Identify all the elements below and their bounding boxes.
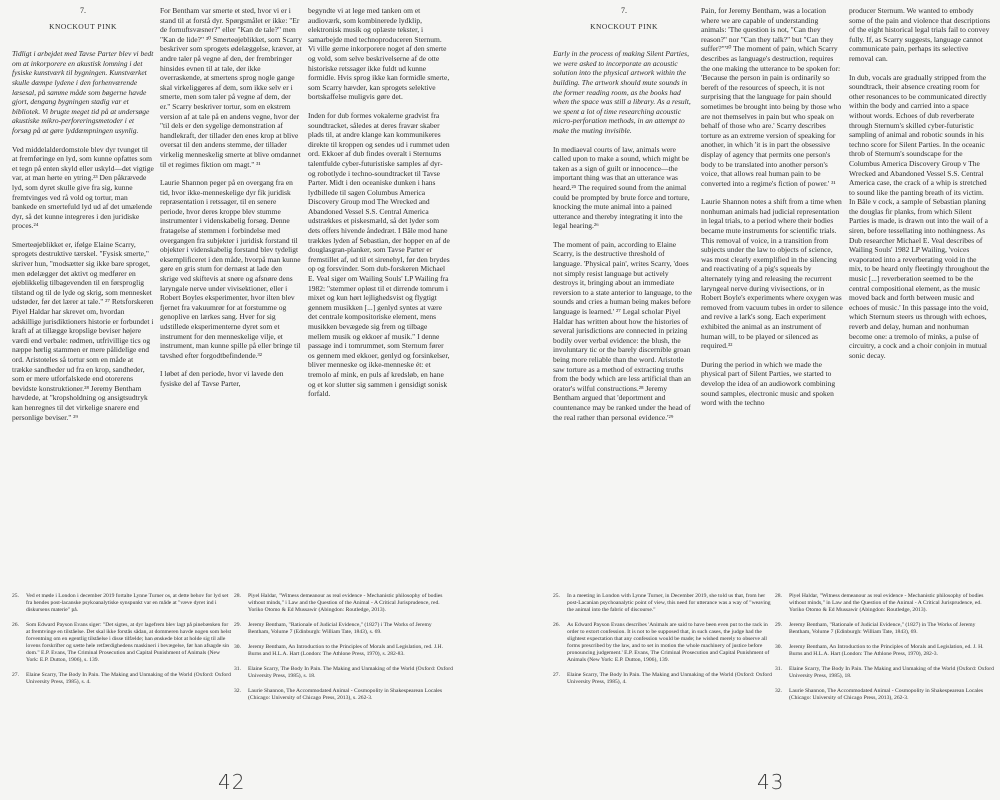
footnote bbox=[12, 672, 232, 686]
footnote-text: Ved et møde i London i december 2019 fortalte Lynne Turner os, at dette behov for lyd set fra hendes post-lacanske psykoanalytiske synspunkt var en måde at "væve dyret ind i diskursens materie" på. bbox=[26, 593, 229, 613]
footnote-number: 30. bbox=[234, 644, 241, 650]
footnote-number: 26. bbox=[12, 622, 19, 628]
body-paragraph: Smerteøjeblikket er, ifølge Elaine Scarry, sprogets destruktive tærskel. "Fysisk smerte," skriver hun, "modsætter sig ikke bare sproget, men ødelægger det aktivt og medfører en øjeblikkelig tilbagevenden til en førsproglig tilstand og til de lyde og skrig, som mennesket udstøder, før det lærer at tale." ²⁷ Retsforskeren Piyel Haldar har skrevet om, hvordan adskillige jurisdiktioners historie er forbundet i kraft af at tillægge kropslige beviser højere værdi end verbale: rødmen, utfrivillige tics og næppe hørlig stammen er mere pålidelige end ord. Aristoteles så tortur som en måde at trække sandheder ud fra en krop, sandheder, som er mere utforfalskede end otorerens bevidste konstruktioner.²⁸ Jeremy Bentham hævdede, at "kropsholdning og ansigtsudtryk kan henregnes til det virkelige snarere end personlige beviser." ²⁹ bbox=[12, 239, 154, 422]
body-paragraph: Laurie Shannon peger på en overgang fra en tid, hvor ikke-menneskelige dyr fik juridisk repræsentation i retssager, til en senere periode, hvor deres kroppe blev stumme instrumenter i videnskabelig forsøg. Denne fratagelse af stemmen i forbindelse med overgangen fra subjekter i juridisk forstand til objekter i videnskabelig forstand blev tydeligt eksemplificeret i den måde, hvorpå man kunne gøre en gris stum for dernæst at lade den skrige ved skiftevis at snøre og afsnøre dens laryngale nerve under vivisektioner, eller i Robert Boyles eksperimenter, hvor ilten blev fjernet fra vakuumrør for at forstumme og genoplive en lærkes sang. Hver for sig udstillede eksperimenterne dyret som et instrument for den menneskelige vilje, et instrument, man kunne spille på eller bringe til tavshed efter forgodtbefindende.³² bbox=[160, 178, 301, 360]
footnote-text: Jeremy Bentham, An Introduction to the Principles of Morals and Legislation, ed. J. H. Burns and H.L.A. Hart (London: The Athlone Press, 1970), 282-3. bbox=[789, 644, 984, 657]
footnote-number: 31. bbox=[775, 666, 782, 672]
footnote-text: Jeremy Bentham, "Rationale of Judicial Evidence," (1827) in The Works of Jeremy Bentham, Volume 7 (Edinburgh: William Tate, 1843), 69. bbox=[789, 622, 976, 635]
footnote-text: Jeremy Bentham, "Rationale of Judicial Evidence," (1827) i The Works of Jeremy Bentham, Volume 7 (Edinburgh: William Tate, 1843), s. 69. bbox=[248, 622, 432, 635]
text-column-1 bbox=[553, 6, 695, 431]
text-column-2 bbox=[701, 6, 843, 417]
footnote-text: Laurie Shannon, The Accommodated Animal - Cosmopolity in Shakespearean Locales (Chicago: University of Chicago Press, 2013), 262-3. bbox=[789, 688, 984, 701]
footnote bbox=[775, 666, 995, 680]
footnote bbox=[553, 593, 773, 614]
footnote-text: Jeremy Bentham, An Introduction to the Principles of Morals and Legislation, red. J.H. Burns and H.L.A. Hart (London: The Athlone Press, 1970), s. 282-83. bbox=[248, 644, 443, 657]
footnote-column-2 bbox=[234, 593, 454, 710]
body-paragraph: Ved middelalderdomstole blev dyr tvunget til at fremføringe en lyd, som kunne opfattes som et tegn på enten skyld eller uskyld—det vigtige var, at man hørte en ytring.²³ Den påkrævede lyd, som dyret skulle give fra sig, kunne fremtvinges ved rå vold og tortur, man bankede en smertefuld lyd ud af det umælende dyr, så det kunne integreres i den juridiske proces.²⁴ bbox=[12, 144, 154, 231]
footnote-number: 29. bbox=[234, 622, 241, 628]
footnote-number: 29. bbox=[775, 622, 782, 628]
footnote-text: Elaine Scarry, The Body In Pain. The Making and Unmaking of the World (Oxford: Oxford University Press, 1985), s. 18. bbox=[248, 666, 453, 679]
footnote bbox=[234, 622, 454, 636]
footnote bbox=[234, 666, 454, 680]
footnote-text: Elaine Scarry, The Body In Pain. The Making and Unmaking of the World (Oxford: Oxford University Press, 1985), 4. bbox=[567, 672, 772, 685]
footnote-number: 25. bbox=[12, 593, 19, 599]
body-paragraph: Inden for dub formes vokalerne gradvist fra soundtracket, således at deres fravær skaber plads til, at andre klange kan kommunikeres direkte til kroppen og sendes ud i rummet uden ord. Ekkoer af dub findes overalt i Sternums talentfulde cyber-futuristiske samples af dyr- og robotlyde i techno-soundtracket til Tavse Parter. Midt i den oceaniske dunken i hans lydbillede til sagen Columbus America Discovery Group mod The Wrecked and Abandoned Vessel S.S. Central America udstrækkes et piskesmæld, så det lyder som dets offers hivende åndedræt. I Bâle mod hane trækkes lyden af Sebastian, der hopper en af de douglasgran-planker, som Tavse Parter er fremstillet af, ud til et sirenehyl, før den brydes op og forsvinder. Som dub-forskeren Michael E. Veal siger om Wailing Souls' LP Wailing fra 1982: "stemmer opløst til et dirrende tomrum i mixet og kun hørt lejlighedsvist og flygtigt gennem musikken [...] genlyd syntes at være det centrale kompositoriske element, mens musikken bevægede sig frem og tilbage mellem musik og ekkoer af musik." I denne passage ind i tomrummet, som Sternum fører os gennem med ekkoer, genlyd og forsinkelser, bliver menneske og ikke-menneske ét: et tremolo af mink, en puls af kredsløb, en hane og et kor slutter sig sammen i gensidigt sonisk forfald. bbox=[308, 110, 450, 399]
footnote bbox=[553, 672, 773, 686]
page-number: 42 bbox=[218, 770, 246, 794]
footnote-number: 28. bbox=[775, 593, 782, 599]
footnote-number: 25. bbox=[553, 593, 560, 599]
chapter-number: 7. bbox=[80, 6, 86, 15]
body-paragraph: producer Sternum. We wanted to embody some of the pain and violence that descriptions of the eight historical legal trials fail to convey fully. If, as Scarry suggests, language cannot communicate pain, perhaps its selective removal can. bbox=[849, 6, 991, 63]
footnote bbox=[234, 644, 454, 658]
left-page bbox=[12, 0, 487, 800]
footnote-text: Elaine Scarry, The Body In Pain. The Making and Unmaking of the World (Oxford: Oxford University Press, 1985), 18. bbox=[789, 666, 994, 679]
footnote bbox=[12, 593, 232, 614]
footnote bbox=[775, 622, 995, 636]
footnote bbox=[234, 593, 454, 614]
footnote-number: 28. bbox=[234, 593, 241, 599]
text-column-3 bbox=[849, 6, 991, 369]
body-paragraph: In dub, vocals are gradually stripped from the soundtrack, their absence creating room for other resonances to be communicated directly within the body and carried into a space without words. Echoes of dub reverberate through Sternum's skilled cyber-futuristic sampling of animal and robotic sounds in his techno score for Silent Parties. In the oceanic throb of Sternum's soundscape for the Columbus America Discovery Group v The Wrecked and Abandoned Vessel S.S. Central America case, the crack of a whip is stretched to sound like the panting breath of its victim. In Bâle v cock, a sample of Sebastian planing the douglas fir planks, from which Silent Parties is made, is drawn out into the wail of a siren, before tessellating into nothingness. As Dub researcher Michael E. Veal describes of Wailing Souls' 1982 LP Wailing, 'voices evaporated into a reverberating void in the mix, to be heard only fleetingly throughout the music [...] reverberation seemed to be the central compositional element, as the music moved back and forth between music and echoes of music.' In this passage into the void, which Sternum steers us through with echoes, reverb and delay, human and nonhuman become one: a tremolo of minks, a pulse of circuitry, a cock and a choir conjoin in mutual sonic decay. bbox=[849, 72, 990, 360]
footnote-number: 27. bbox=[12, 672, 19, 678]
body-paragraph: The moment of pain, according to Elaine Scarry, is the destructive threshold of language. 'Physical pain', writes Scarry, 'does not simply resist language but actively destroys it, bringing about an immediate reversion to a state anterior to language, to the sounds and cries a human being makes before language is learned.' ²⁷ Legal scholar Piyel Haldar has written about how the histories of several jurisdictions are connected in prizing bodily over verbal evidence: the blush, the involuntary tic or the barely discernible groan being more reliable than the word. Aristotle saw torture as a method of extracting truths from the body which are less artificial than an orator's wilful constructions.²⁸ Jeremy Bentham argued that 'deportment and countenance may be ranked under the head of the real rather than personal evidence.'²⁹ bbox=[553, 239, 692, 422]
footnote-number: 30. bbox=[775, 644, 782, 650]
footnote-number: 31. bbox=[234, 666, 241, 672]
text-column-2 bbox=[160, 6, 302, 398]
footnote-text: Laurie Shannon, The Accommodated Animal - Cosmopolity in Shakespearean Locales (Chicago: University of Chicago Press, 2013), s. 262-3. bbox=[248, 688, 443, 701]
footnote-number: 32. bbox=[775, 688, 782, 694]
body-paragraph: During the period in which we made the physical part of Silent Parties, we started to develop the idea of an audiowork combining sound samples, electronic music and spoken word with the techno bbox=[701, 359, 836, 408]
footnote-text: Som Edward Payson Evans siger: "Det sigtes, at dyr lagefrem blev lagt på pinebænken for at fremtvinge en tilståelse. Det skal ikke forstås sådan, at dommeren havde nogen som helst forventning om en egentlig tilståelse i disse tilfælde; han ønskede blot at holde sig til alle lovens forskrifter og sætte hele retfærdighedens maskineri i bevægelse, før han afsagde sin dom." E.P. Evans, The Criminal Prosecution and Capital Punishment of Animals (New York: E.P. Dutton, 1906), s. 139. bbox=[26, 622, 232, 663]
body-paragraph: In mediaeval courts of law, animals were called upon to make a sound, which might be taken as a sign of guilt or innocence—the important thing was that an utterance was heard.²⁵ The required sound from the animal could be prompted by brute force and torture, knocking the mute animal into a pained utterance and thereby integrating it into the legal hearing.²⁶ bbox=[553, 144, 690, 231]
chapter-title: KNOCKOUT PINK bbox=[49, 21, 117, 31]
footnote-text: As Edward Payson Evans describes 'Animals are said to have been even put to the rack in order to extort confession. It is not to be supposed that, in such cases, the judge had the slightest expectation that any confession would be made; he wished merely to observe all forms prescribed by the law, and to set in motion the whole machinery of justice before pronouncing judgement.' E.P. Evans, The Criminal Prosecution and Capital Punishment of Animals (New York: E.P. Dutton, 1906), 139. bbox=[567, 622, 770, 663]
body-paragraph: I løbet af den periode, hvor vi lavede den fysiske del af Tavse Parter, bbox=[160, 369, 284, 388]
footnote bbox=[553, 622, 773, 664]
footnote bbox=[775, 688, 995, 702]
footnote-text: Elaine Scarry, The Body In Pain. The Making and Unmaking of the World (Oxford: Oxford University Press, 1985), s. 4. bbox=[26, 672, 231, 685]
text-column-1 bbox=[12, 6, 154, 431]
footnote-number: 32. bbox=[234, 688, 241, 694]
chapter-title: KNOCKOUT PINK bbox=[590, 21, 658, 31]
footnote-column-1 bbox=[12, 593, 232, 694]
footnote-text: Piyel Haldar, "Witness demeanour as real evidence - Mechanistic philosophy of bodies without minds," i Law and the Question of the Animal - A Critical Jurisprudence, red. Yoriko Otomo & Ed Mussawir (Abingdon: Routledge, 2013). bbox=[248, 593, 443, 613]
body-paragraph: begyndte vi at lege med tanken om et audioværk, som kombinerede lydklip, elektronisk musik og oplæste tekster, i samarbejde med technoproduceren Sternum. Vi ville gerne inkorporere noget af den smerte og vold, som selve beskrivelserne af de otte historiske retssager ikke fuldt ud kunne formidle. Hvis sprog ikke kan formidle smerte, som Scarry hævder, kan sprogets selektive bortskaffelse muligvis gøre det. bbox=[308, 6, 450, 102]
footnote-number: 26. bbox=[553, 622, 560, 628]
right-page bbox=[553, 0, 1000, 800]
footnote bbox=[775, 593, 995, 614]
footnote bbox=[234, 688, 454, 702]
footnote-text: In a meeting in London with Lynne Turner, in December 2019, she told us that, from her post-Lacanian psychoanalytic point of view, this need for utterance was a way of "weaving the animal into the fabric of discourse." bbox=[567, 593, 771, 613]
body-paragraph: Laurie Shannon notes a shift from a time when nonhuman animals had judicial representation in legal trials, to a period where their bodies became mute instruments for scientific trials. This removal of voice, in a transition from subjects under the law to objects of science, was most clearly exemplified in the silencing and reactivating of a pig's squeals by alternately tying and releasing the recurrent laryngeal nerve during vivisections, or in Robert Boyle's experiments where oxygen was removed from vacuum tubes in order to silence and revive a lark's song. Each experiment exhibited the animal as an instrument of human will, to be played or silenced as required.³² bbox=[701, 197, 843, 351]
page-number: 43 bbox=[757, 770, 785, 794]
footnote-column-1 bbox=[553, 593, 773, 694]
footnote-text: Piyel Haldar, "Witness demeanour as real evidence - Mechanistic philosophy of bodies without minds," in Law and the Question of the Animal - A Critical Jurisprudence, ed. Yoriko Otomo & Ed Mussawir (Abingdon: Routledge, 2013). bbox=[789, 593, 984, 613]
footnote-number: 27. bbox=[553, 672, 560, 678]
intro-paragraph: Tidligt i arbejdet med Tavse Parter blev vi bedt om at inkorporere en akustisk lomning i det fysiske kunstværk til bygningen. Kunstværket skulle dæmpe lydene i den forhenværende læsesal, på samme måde som bøgerne havde gjort, dengang bygningen stadig var et bibliotek. Vi brugte meget tid på at undersøge akustiske mikro-perforeringsmetoder i et forsøg på at gøre lyddæmpningen usynlig. bbox=[12, 49, 154, 135]
footnote bbox=[775, 644, 995, 658]
body-paragraph: For Bentham var smerte et sted, hvor vi er i stand til at forstå dyr. Spørgsmålet er ikke: "Er de fornuftsvæsner?" eller "Kan de tale?" men "Kan de lide?" ³⁰ Smerteøjeblikket, som Scarry beskriver som sprogets ødelæggelse, kræver, at andre taler på vegne af den, der frembringer hinsides evnen til at tale, der ikke overraskende, at smertens sprog nogle gange skal virkeliggøres af dem, som ikke selv er i smerte, men som taler på vegne af dem, der er." Scarry beskriver tortur, som en ekstrem version af at tale på en andens vegne, hvor der "til dels er den sygelige demonstration af handlekraft, der tillader den enes krop at blive oversat til den andens stemme, der tillader virkelig menneskelig smerte at blive omdannet til et regimes fiktion om magt." ³¹ bbox=[160, 6, 302, 169]
footnote-column-2 bbox=[775, 593, 995, 710]
chapter-number: 7. bbox=[621, 6, 627, 15]
footnote bbox=[12, 622, 232, 664]
intro-paragraph: Early in the process of making Silent Parties, we were asked to incorporate an acoustic solution into the physical artwork within the building. The artwork should mute sounds in the former reading room, as the books had when the space was still a library. As a result, we spent a lot of time researching acoustic micro-perforation methods, in an attempt to make the muting invisible. bbox=[553, 49, 691, 135]
body-paragraph: Pain, for Jeremy Bentham, was a location where we are capable of understanding animals: 'The question is not, "Can they reason?" nor "Can they talk?" but "Can they suffer?"'³⁰ The moment of pain, which Scarry describes as language's destruction, requires the one making the utterance to be spoken for: 'Because the person in pain is ordinarily so bereft of the resources of speech, it is not surprising that the language for pain should sometimes be brought into being by those who are not themselves in pain but who speak on behalf of those who are.' Scarry describes torture as an extreme version of speaking for another, in which 'it is in part the obsessive display of agency that permits one person's body to be translated into another person's voice, that allows real human pain to be converted into a regime's fiction of power.' ³¹ bbox=[701, 6, 842, 188]
text-column-3 bbox=[308, 6, 450, 408]
